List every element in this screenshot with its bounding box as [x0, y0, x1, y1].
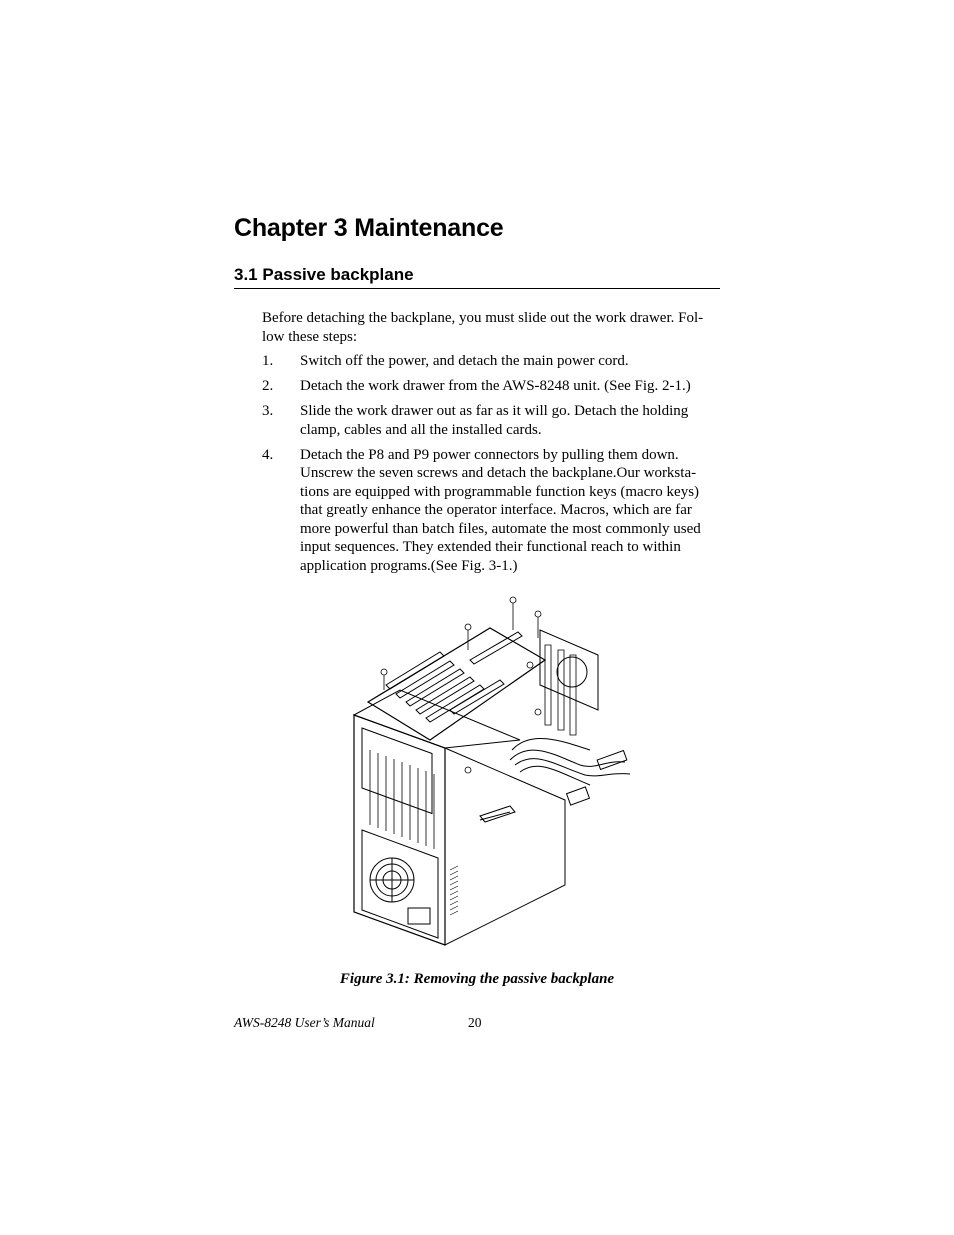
- card-guides: [545, 645, 576, 735]
- section-title: 3.1 Passive backplane: [234, 265, 720, 289]
- step-number: 1.: [262, 353, 274, 369]
- step-text: Slide the work drawer out as far as it will go. Detach the holding clamp, cables and all the installed cards.: [300, 403, 689, 438]
- chassis-front-panel: [354, 715, 445, 945]
- list-item: [262, 446, 722, 576]
- drive-bay: [362, 728, 432, 813]
- backplane-board: [368, 628, 545, 740]
- chassis-side: [445, 748, 565, 945]
- list-item: [262, 402, 722, 439]
- step-text: Switch off the power, and detach the main power cord.: [300, 353, 629, 369]
- list-item: [262, 377, 722, 396]
- chapter-title: Chapter 3 Maintenance: [234, 214, 504, 242]
- drive-connector: [597, 751, 627, 770]
- side-vents: [450, 866, 458, 915]
- intro-paragraph: Before detaching the backplane, you must slide out the work drawer. Fol-low these steps:: [262, 310, 704, 345]
- backplane-diagram: [340, 590, 640, 950]
- isa-slots: [386, 632, 522, 722]
- steps-list: [262, 352, 722, 582]
- step-text: Detach the work drawer from the AWS-8248 unit. (See Fig. 2-1.): [300, 378, 691, 394]
- io-connector: [567, 787, 590, 805]
- step-number: 2.: [262, 378, 274, 394]
- step-text: Detach the P8 and P9 power connectors by pulling them down. Unscrew the seven screws and detach the backplane.Our worksta-tions are equipped with programmable function keys (macro keys) that greatly enhance the operator interface. Macros, which are far more powerful than batch files, automate the most commonly used input sequences. They extended their functional reach to within application programs.(See Fig. 3-1.): [300, 446, 701, 574]
- card-slot-brackets: [370, 750, 434, 849]
- rear-fan: [540, 630, 598, 710]
- power-connector: [408, 908, 430, 924]
- list-item: [262, 352, 722, 371]
- footer-manual-title: AWS-8248 User’s Manual: [234, 1015, 375, 1030]
- figure-caption: Figure 3.1: Removing the passive backplane: [339, 971, 615, 987]
- cable-bundle: [510, 750, 625, 766]
- chassis-top: [354, 690, 520, 748]
- page-number: 20: [468, 1015, 482, 1030]
- step-number: 4.: [262, 446, 274, 463]
- step-number: 3.: [262, 403, 274, 419]
